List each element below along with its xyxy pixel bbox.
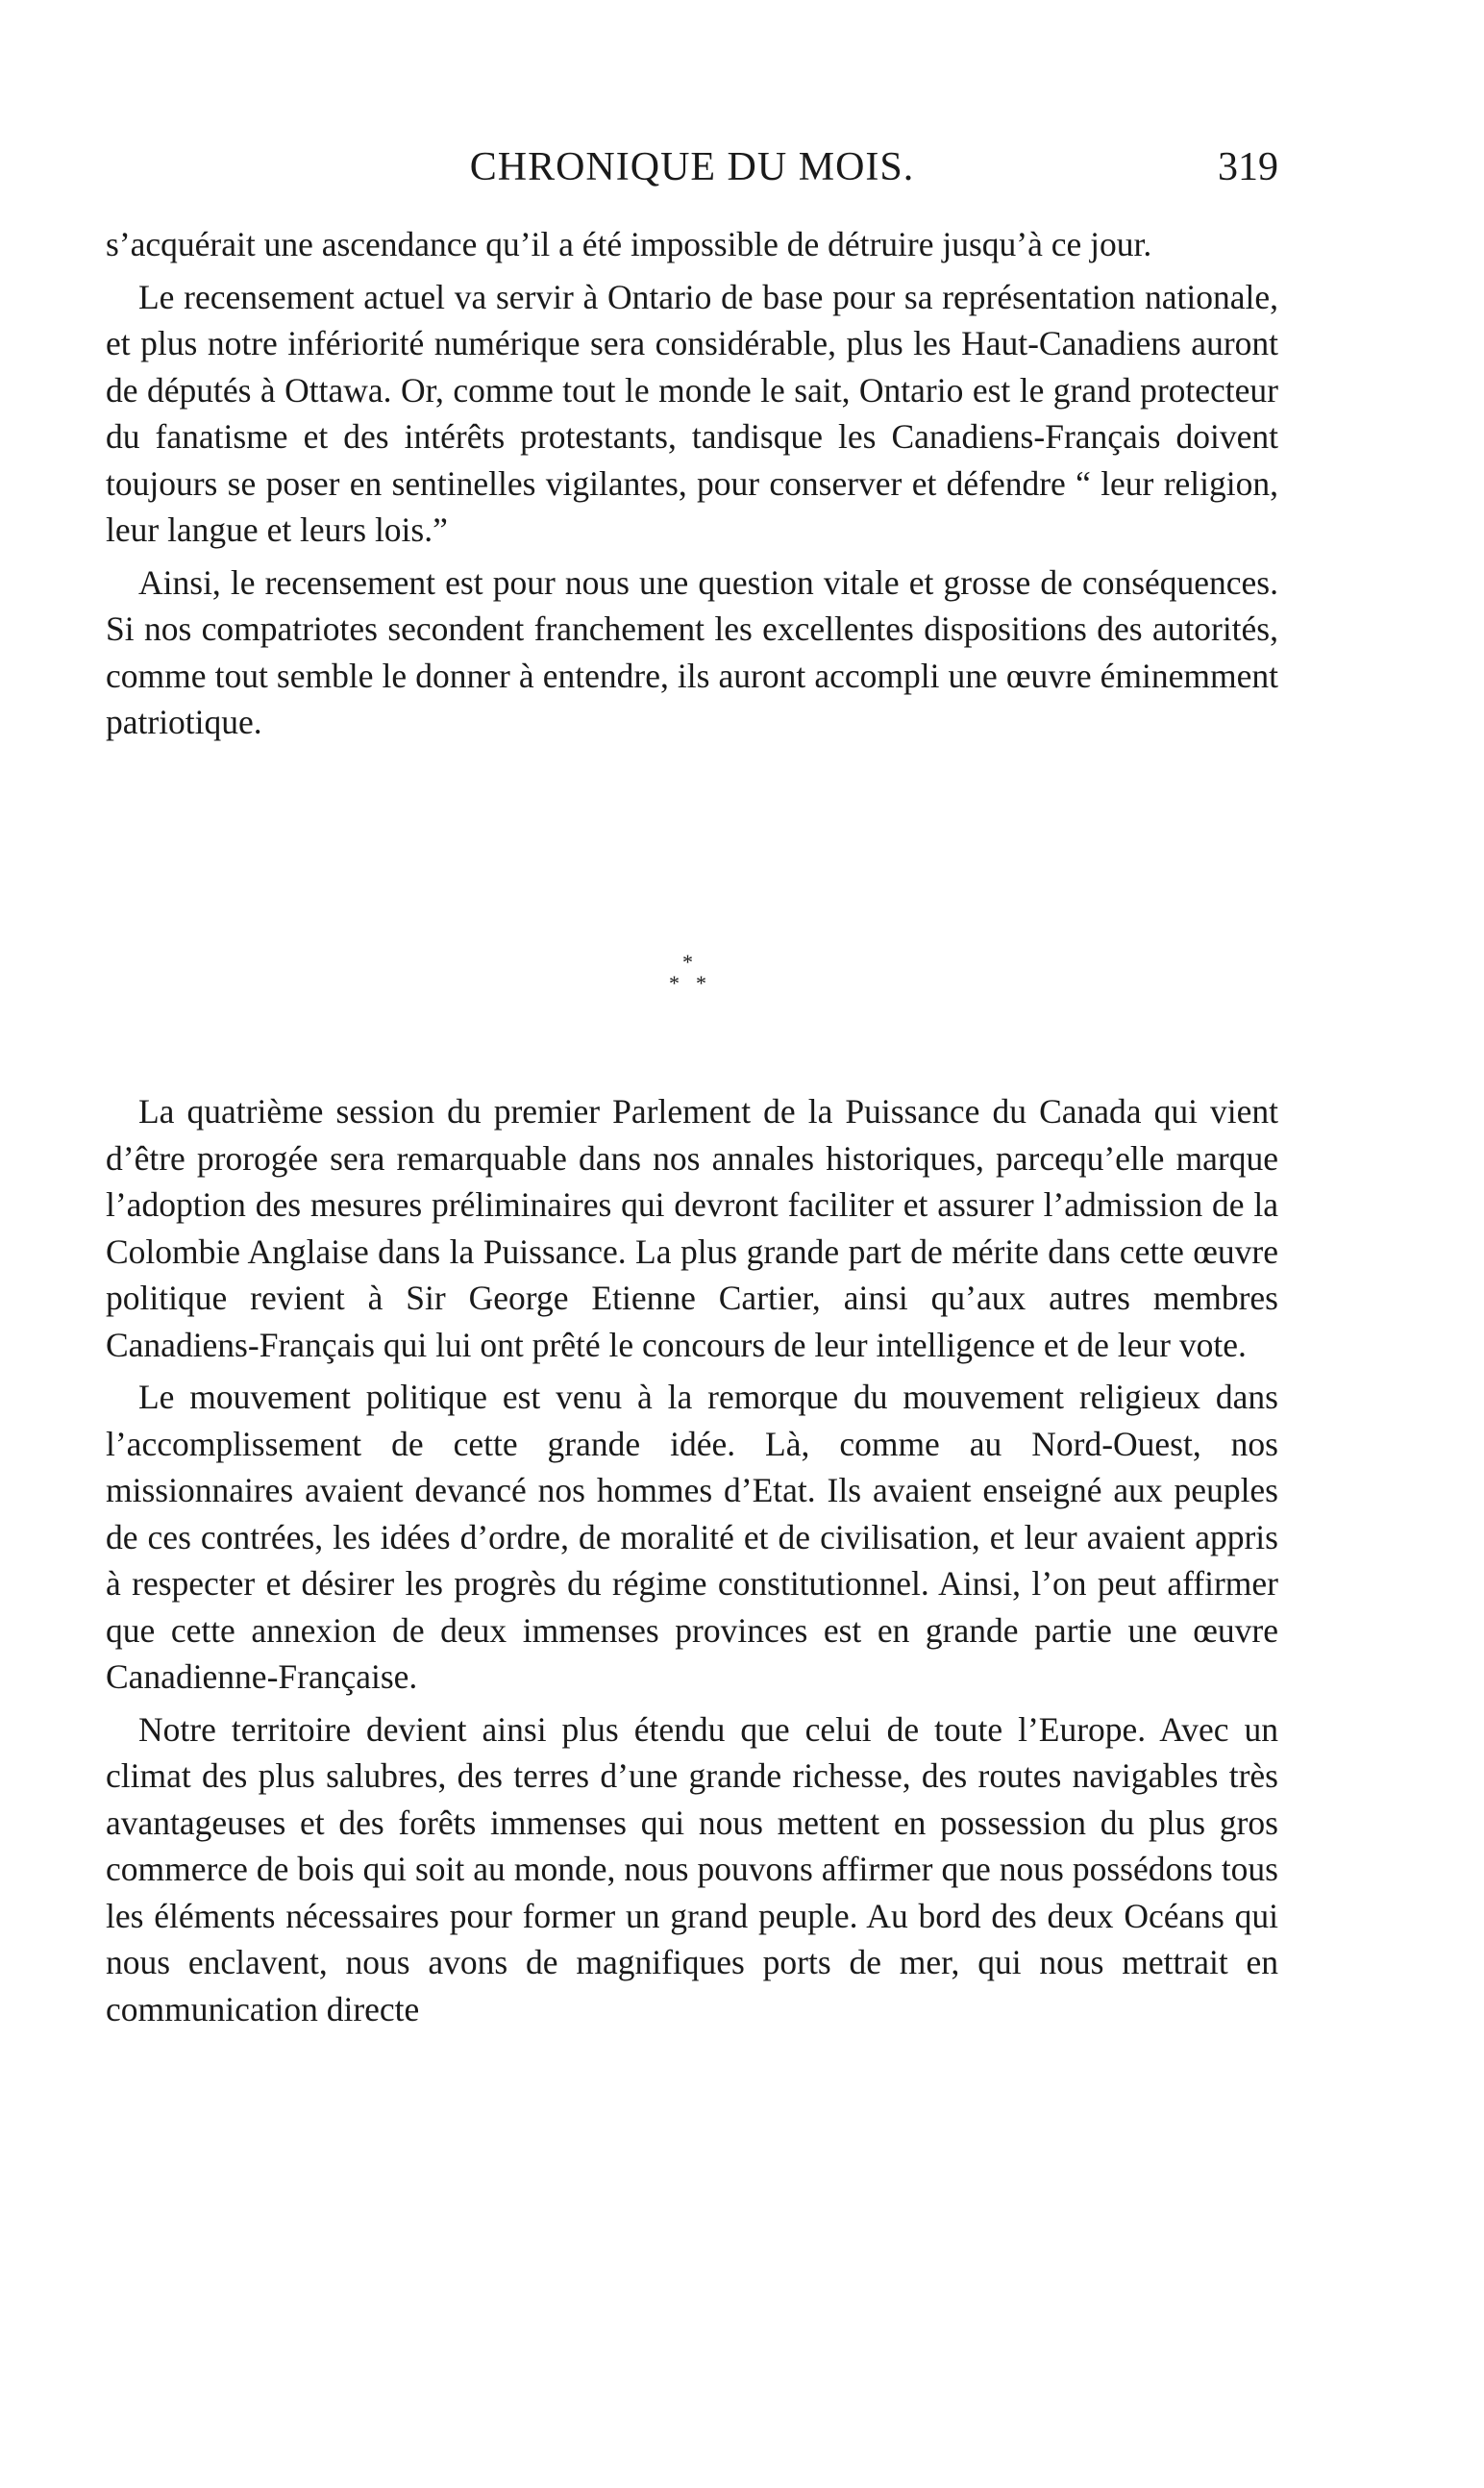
asterisk-bottom-left: * [669,971,680,995]
page-number: 319 [1218,145,1278,189]
paragraph-session: La quatrième session du premier Parlement de la Puissance du Canada qui vient d’être prorogée sera remarquable dans nos annales historiques, parcequ’elle marque l’adoption des mesures préliminaires qui devront faciliter et assurer l’admission de la Colombie Anglaise dans la Puissance. La plus grande part de mérite dans cette œuvre politique revient à Sir George Etienne Cartier, ainsi qu’aux autres membres Canadiens-Français qui lui ont prêté le concours de leur intelligence et de leur vote. [106,1092,1278,1364]
paragraph-recensement: Le recensement actuel va servir à Ontario de base pour sa représentation nationale, et plus notre infériorité numérique sera considérable, plus les Haut-Canadiens auront de députés à Ottawa. Or, comme tout le monde le sait, Ontario est le grand protecteur du fanatisme et des intérêts protestants, tandisque les Canadiens-Français doivent toujours se poser en sentinelles vigilantes, pour conserver et défendre “ leur religion, leur langue et leurs lois.” [106,277,1278,549]
paragraph-continuation: s’acquérait une ascendance qu’il a été impossible de détruire jusqu’à ce jour. [106,225,1152,263]
text-block-bottom [106,1088,1278,2038]
section-separator-asterism [663,952,721,1009]
running-title: CHRONIQUE DU MOIS. [469,145,915,189]
asterisk-top: * [682,950,693,974]
paragraph-mouvement: Le mouvement politique est venu à la remorque du mouvement religieux dans l’accomplissement de cette grande idée. Là, comme au Nord-Ouest, nos missionnaires avaient devancé nos hommes d’Etat. Ils avaient enseigné aux peuples de ces contrées, les idées d’ordre, de moralité et de civilisation, et leur avaient appris à respecter et désirer les progrès du régime constitutionnel. Ainsi, l’on peut affirmer que cette annexion de deux immenses provinces est en grande partie une œuvre Canadienne-Française. [106,1378,1278,1696]
asterisk-bottom-right: * [696,971,706,995]
paragraph-territoire: Notre territoire devient ainsi plus étendu que celui de toute l’Europe. Avec un climat des plus salubres, des terres d’une grande richesse, des routes navigables très avantageuses et des forêts immenses qui nous mettent en possession du plus gros commerce de bois qui soit au monde, nous pouvons affirmer que nous possédons tous les éléments nécessaires pour former un grand peuple. Au bord des deux Océans qui nous enclavent, nous avons de magnifiques ports de mer, qui nous mettrait en communication directe [106,1709,1278,2028]
paragraph-ainsi: Ainsi, le recensement est pour nous une question vitale et grosse de conséquences. Si nos compatriotes secondent franchement les excellentes dispositions des autorités, comme tout semble le donner à entendre, ils auront accompli une œuvre éminemment patriotique. [106,562,1278,741]
text-block-top [106,221,1278,752]
running-head [106,144,1278,202]
